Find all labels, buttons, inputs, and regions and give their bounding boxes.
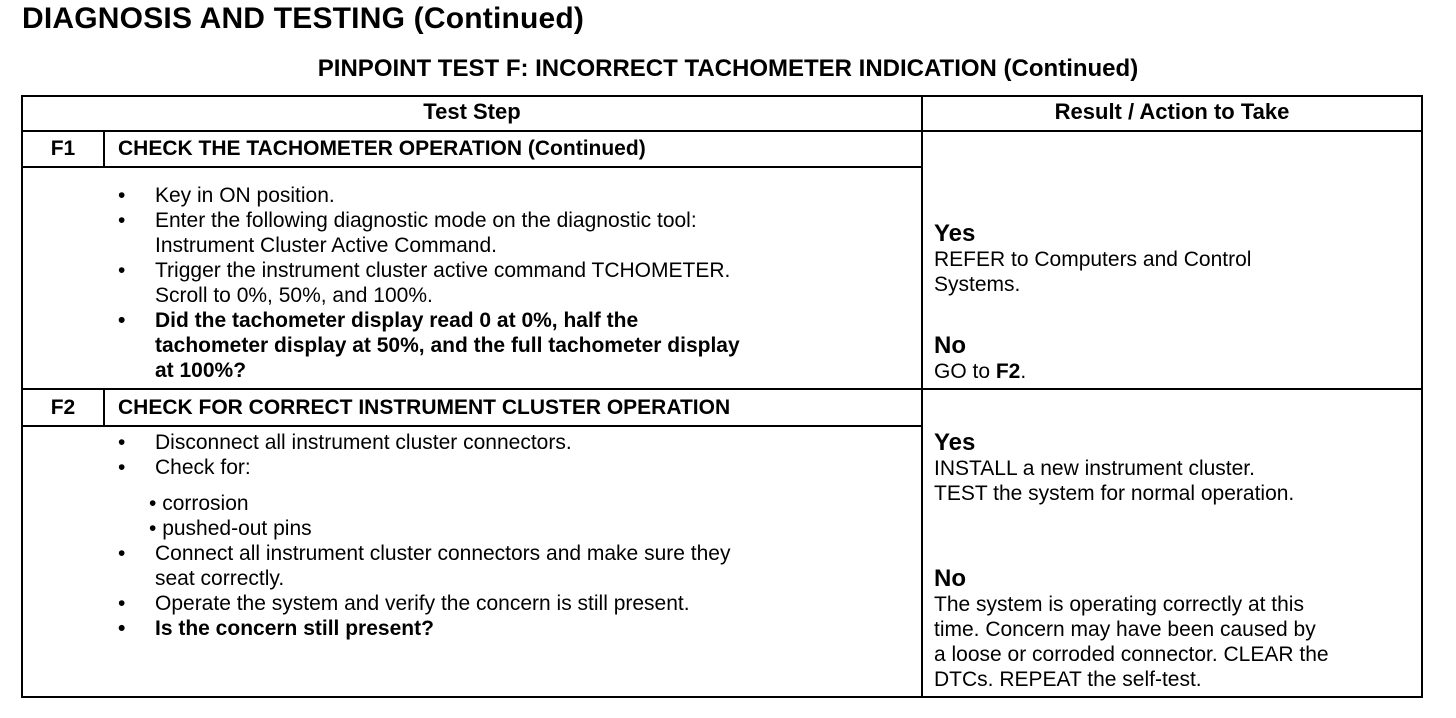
table-right-border <box>1421 95 1423 698</box>
yes-action: REFER to Computers and Control <box>934 248 1252 271</box>
header-divider <box>21 130 1423 132</box>
f1-instructions <box>118 183 915 383</box>
f2-title-divider <box>21 425 922 427</box>
page-title: DIAGNOSIS AND TESTING (Continued) <box>22 2 585 35</box>
f2-instructions <box>118 430 915 641</box>
f1-title-divider <box>21 166 922 168</box>
no-action-cont: time. Concern may have been caused by <box>934 618 1316 641</box>
table-top-border <box>21 95 1423 97</box>
step-id-f2: F2 <box>50 396 76 419</box>
step-title-f1: CHECK THE TACHOMETER OPERATION (Continued) <box>118 137 646 160</box>
header-result-action: Result / Action to Take <box>1054 99 1290 124</box>
f2-no-result <box>934 566 1418 692</box>
no-label: No <box>934 565 966 592</box>
list-item: • Trigger the instrument cluster active command TCHOMETER. Scroll to 0%, 50%, and 100%. <box>118 259 731 307</box>
step-title-f2: CHECK FOR CORRECT INSTRUMENT CLUSTER OPERATION <box>118 396 731 419</box>
step-separator <box>21 388 1423 390</box>
yes-action: INSTALL a new instrument cluster. <box>934 457 1255 480</box>
no-label: No <box>934 332 966 359</box>
list-item: • Key in ON position. <box>118 184 335 207</box>
list-item: • Enter the following diagnostic mode on the diagnostic tool: Instrument Cluster Active Command. <box>118 209 697 257</box>
list-item: • Check for: <box>118 456 251 479</box>
yes-label: Yes <box>934 429 976 456</box>
f2-yes-result <box>934 430 1418 506</box>
list-item: • Operate the system and verify the concern is still present. <box>118 592 690 615</box>
yes-action-cont: TEST the system for normal operation. <box>934 482 1295 505</box>
f1-no-result <box>934 333 1414 384</box>
yes-action-cont: Systems. <box>934 273 1021 296</box>
step-id-f1: F1 <box>50 137 76 160</box>
goto-step-link: F2 <box>995 360 1021 383</box>
list-item: • Connect all instrument cluster connectors and make sure they seat correctly. <box>118 542 731 590</box>
table-bottom-border <box>21 696 1423 698</box>
no-action: GO to F2. <box>934 360 1027 383</box>
header-test-step: Test Step <box>423 99 521 124</box>
no-action-cont: a loose or corroded connector. CLEAR the <box>934 643 1329 666</box>
list-item: • Disconnect all instrument cluster connectors. <box>118 431 572 454</box>
sub-list-item: • corrosion <box>149 492 249 515</box>
no-action: The system is operating correctly at this <box>934 593 1304 616</box>
pinpoint-test-title: PINPOINT TEST F: INCORRECT TACHOMETER INDICATION (Continued) <box>317 55 1139 82</box>
column-divider <box>921 95 923 698</box>
no-action-cont: DTCs. REPEAT the self-test. <box>934 668 1202 691</box>
sub-list-item: • pushed-out pins <box>149 517 312 540</box>
yes-label: Yes <box>934 220 976 247</box>
list-item-question: • Is the concern still present? <box>118 617 434 640</box>
list-item-question: • Did the tachometer display read 0 at 0%, half the tachometer display at 50%, and the full tachometer display at 100%? <box>118 309 740 382</box>
f1-yes-result <box>934 221 1414 297</box>
